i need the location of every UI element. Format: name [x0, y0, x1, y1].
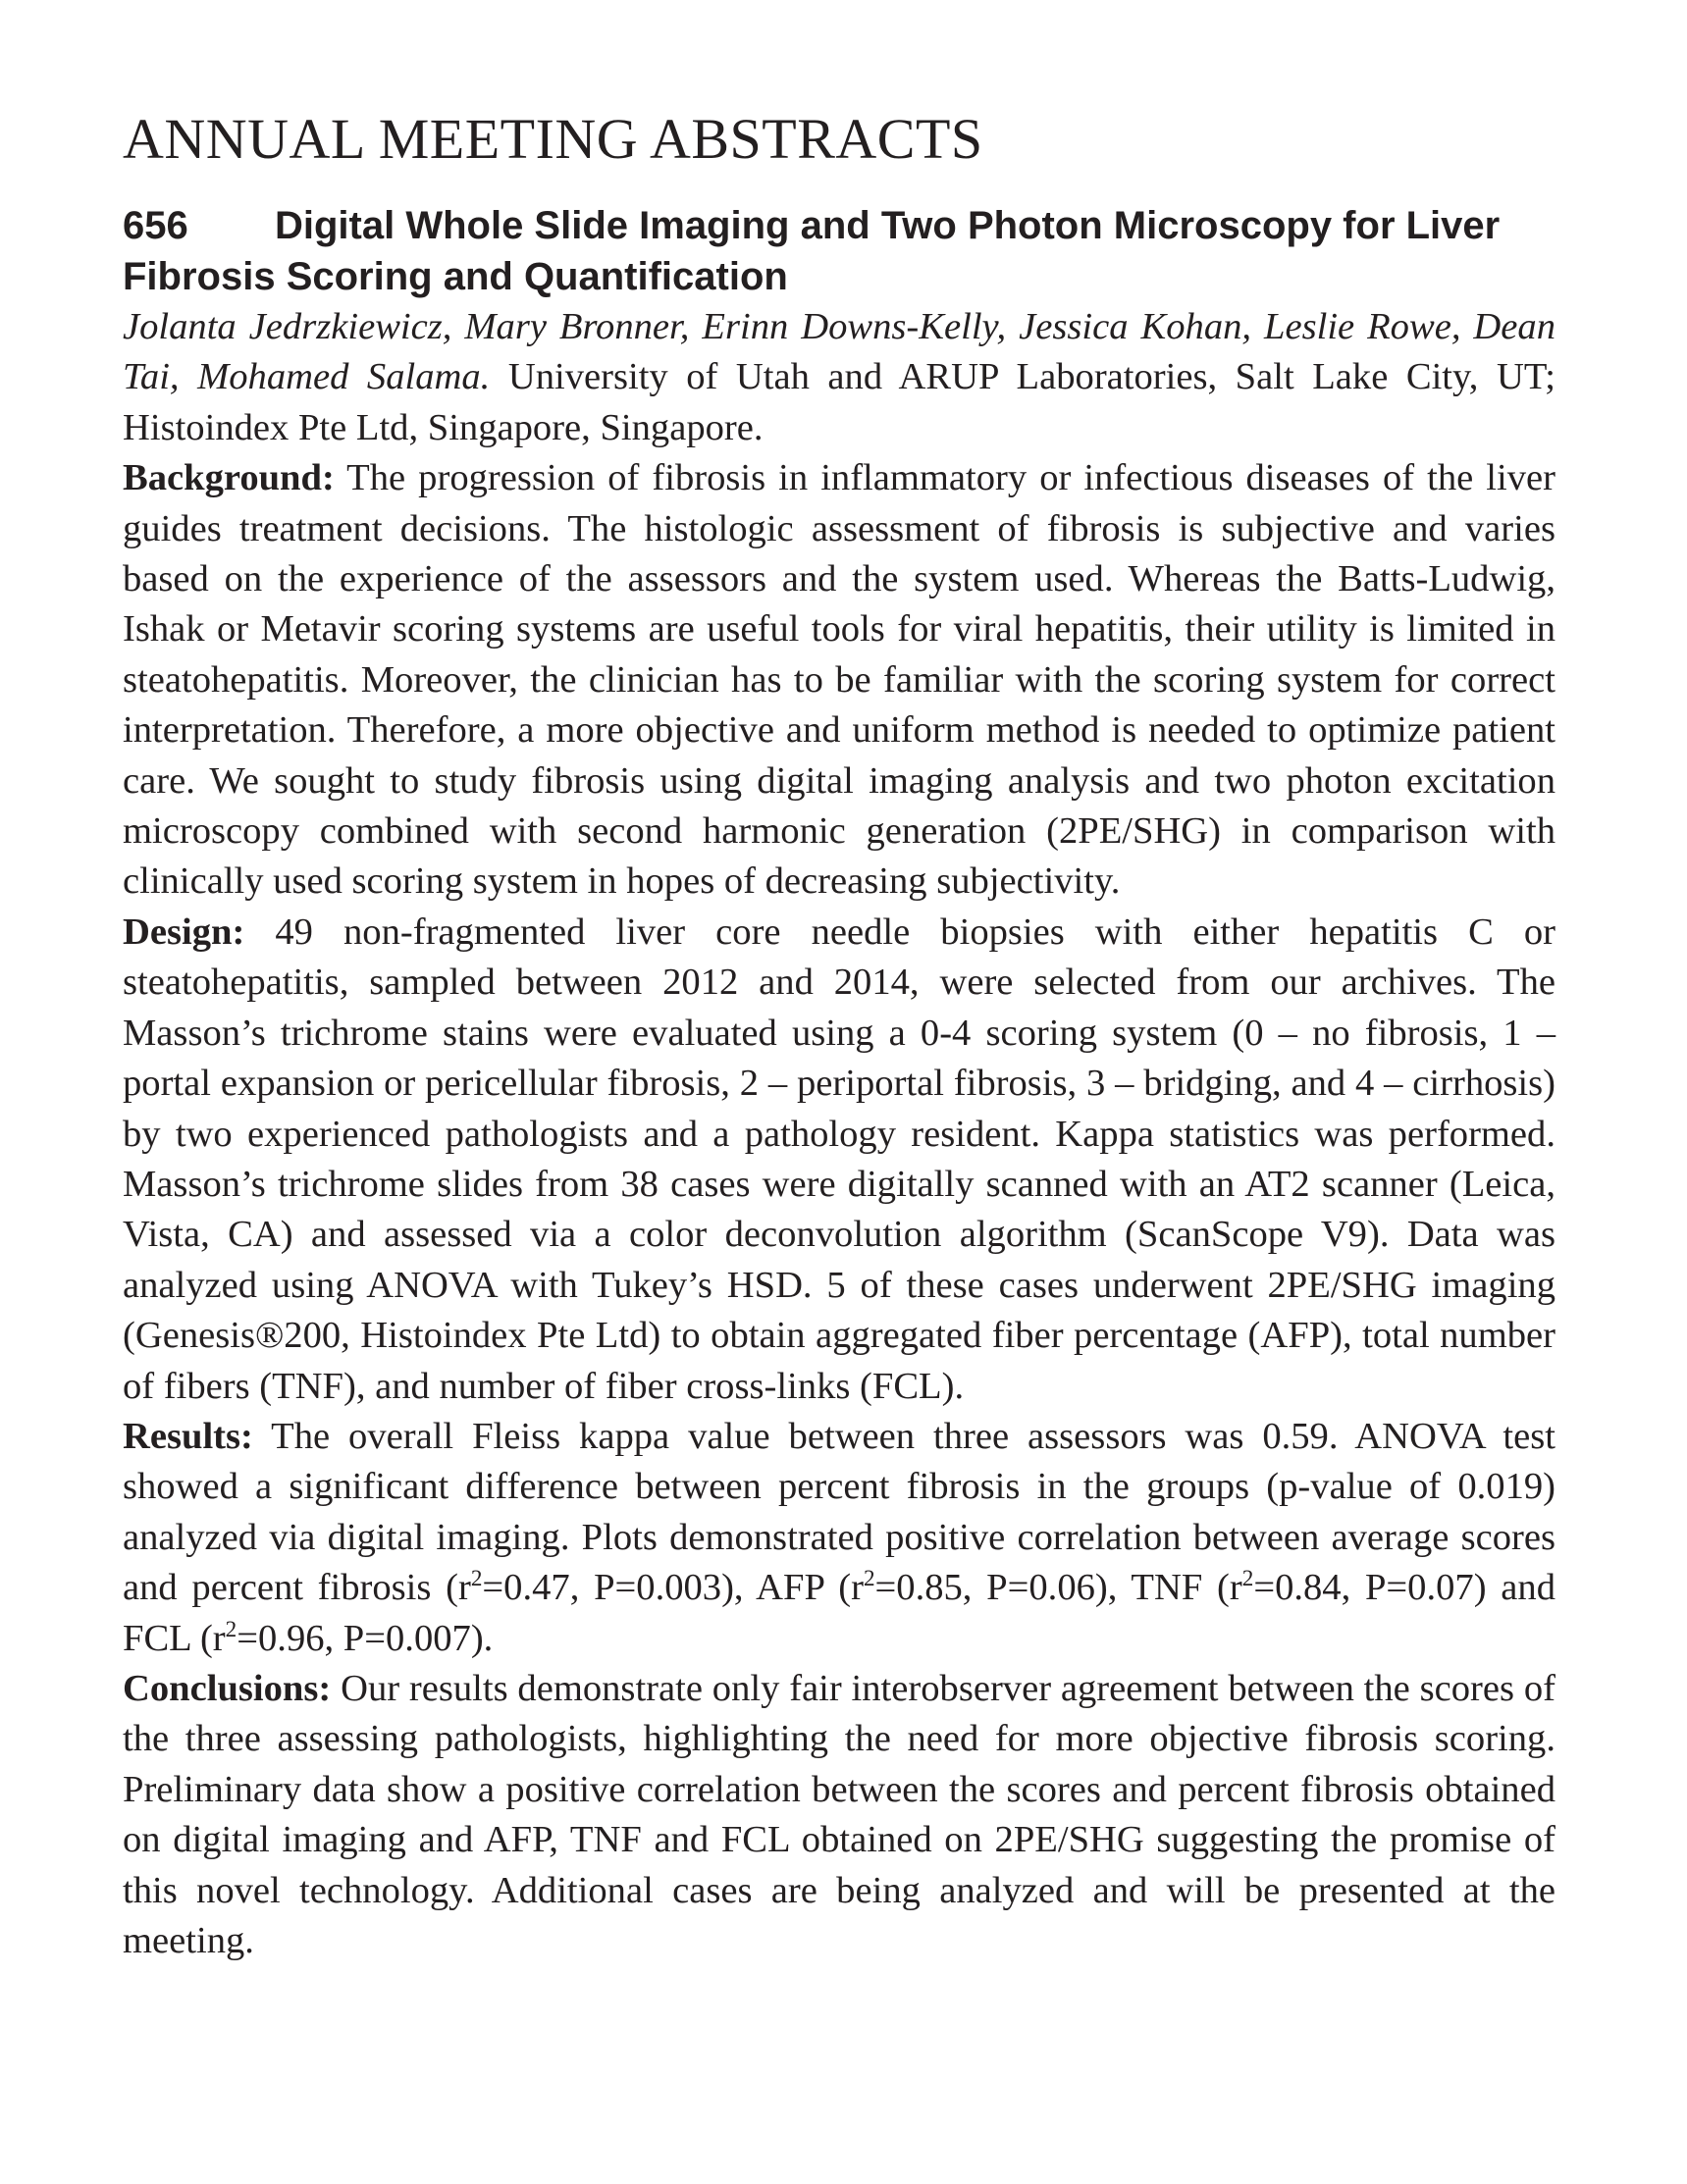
superscript-2: 2: [470, 1566, 483, 1592]
results-section: [123, 1412, 1555, 1664]
abstract-title-block: [123, 200, 1555, 302]
authors-paragraph: [123, 302, 1555, 453]
affiliation: University of Utah and ARUP Laboratories, Salt Lake City, UT; Histoindex Pte Ltd, Singapore, Singapore.: [123, 356, 1555, 448]
page: [123, 108, 1555, 1966]
abstract-title: Digital Whole Slide Imaging and Two Photon Microscopy for Liver Fibrosis Scoring and Quantification: [123, 204, 1501, 298]
superscript-2: 2: [863, 1566, 875, 1592]
authors: Jolanta Jedrzkiewicz, Mary Bronner, Erinn Downs-Kelly, Jessica Kohan, Leslie Rowe, Dean Tai, Mohamed Salama.: [123, 306, 1555, 398]
design-label: Design:: [123, 910, 245, 953]
conclusions-text: Our results demonstrate only fair interobserver agreement between the scores of the three assessing pathologists, highlighting the need for more objective fibrosis scoring. Preliminary data show a positive correlation between the scores and percent fibrosis obtained on digital imaging and AFP, TNF and FCL obtained on 2PE/SHG suggesting the promise of this novel technology. Additional cases are being analyzed and will be presented at the meeting.: [123, 1667, 1555, 1961]
running-head: ANNUAL MEETING ABSTRACTS: [123, 107, 983, 171]
conclusions-label: Conclusions:: [123, 1667, 332, 1709]
superscript-2: 2: [225, 1616, 237, 1642]
design-section: [123, 908, 1555, 1412]
results-text-3: =0.85, P=0.06), TNF (r: [874, 1567, 1242, 1609]
abstract-number: 656: [123, 204, 188, 247]
background-label: Background:: [123, 457, 335, 499]
results-label: Results:: [123, 1415, 253, 1457]
conclusions-section: [123, 1664, 1555, 1966]
design-text: 49 non-fragmented liver core needle biopsies with either hepatitis C or steatohepatitis, sampled between 2012 and 2014, were selected from our archives. The Masson’s trichrome stains were evaluated using a 0-4 scoring system (0 – no fibrosis, 1 –portal expansion or pericellular fibrosis, 2 – periportal fibrosis, 3 – bridging, and 4 – cirrhosis) by two experienced pathologists and a pathology resident. Kappa statistics was performed. Masson’s trichrome slides from 38 cases were digitally scanned with an AT2 scanner (Leica, Vista, CA) and assessed via a color deconvolution algorithm (ScanScope V9). Data was analyzed using ANOVA with Tukey’s HSD. 5 of these cases underwent 2PE/SHG imaging (Genesis®200, Histoindex Pte Ltd) to obtain aggregated fiber percentage (AFP), total number of fibers (TNF), and number of fiber cross-links (FCL).: [123, 910, 1555, 1407]
results-text-1: The overall Fleiss kappa value between three assessors was 0.59. ANOVA test showed a significant difference between percent fibrosis in the groups (p-value of 0.019) analyzed via digital imaging. Plots demonstrated positive correlation between average scores and percent fibrosis (r: [123, 1415, 1555, 1609]
background-section: [123, 453, 1555, 908]
results-text-2: =0.47, P=0.003), AFP (r: [482, 1567, 864, 1609]
superscript-2: 2: [1241, 1566, 1254, 1592]
results-text-4: =0.84, P=0.07) and FCL (r: [123, 1567, 1555, 1659]
results-text-5: =0.96, P=0.007).: [237, 1617, 494, 1659]
background-text: The progression of fibrosis in inflammatory or infectious diseases of the liver guides treatment decisions. The histologic assessment of fibrosis is subjective and varies based on the experience of the assessors and the system used. Whereas the Batts-Ludwig, Ishak or Metavir scoring systems are useful tools for viral hepatitis, their utility is limited in steatohepatitis. Moreover, the clinician has to be familiar with the scoring system for correct interpretation. Therefore, a more objective and uniform method is needed to optimize patient care. We sought to study fibrosis using digital imaging analysis and two photon excitation microscopy combined with second harmonic generation (2PE/SHG) in comparison with clinically used scoring system in hopes of decreasing subjectivity.: [123, 457, 1555, 903]
